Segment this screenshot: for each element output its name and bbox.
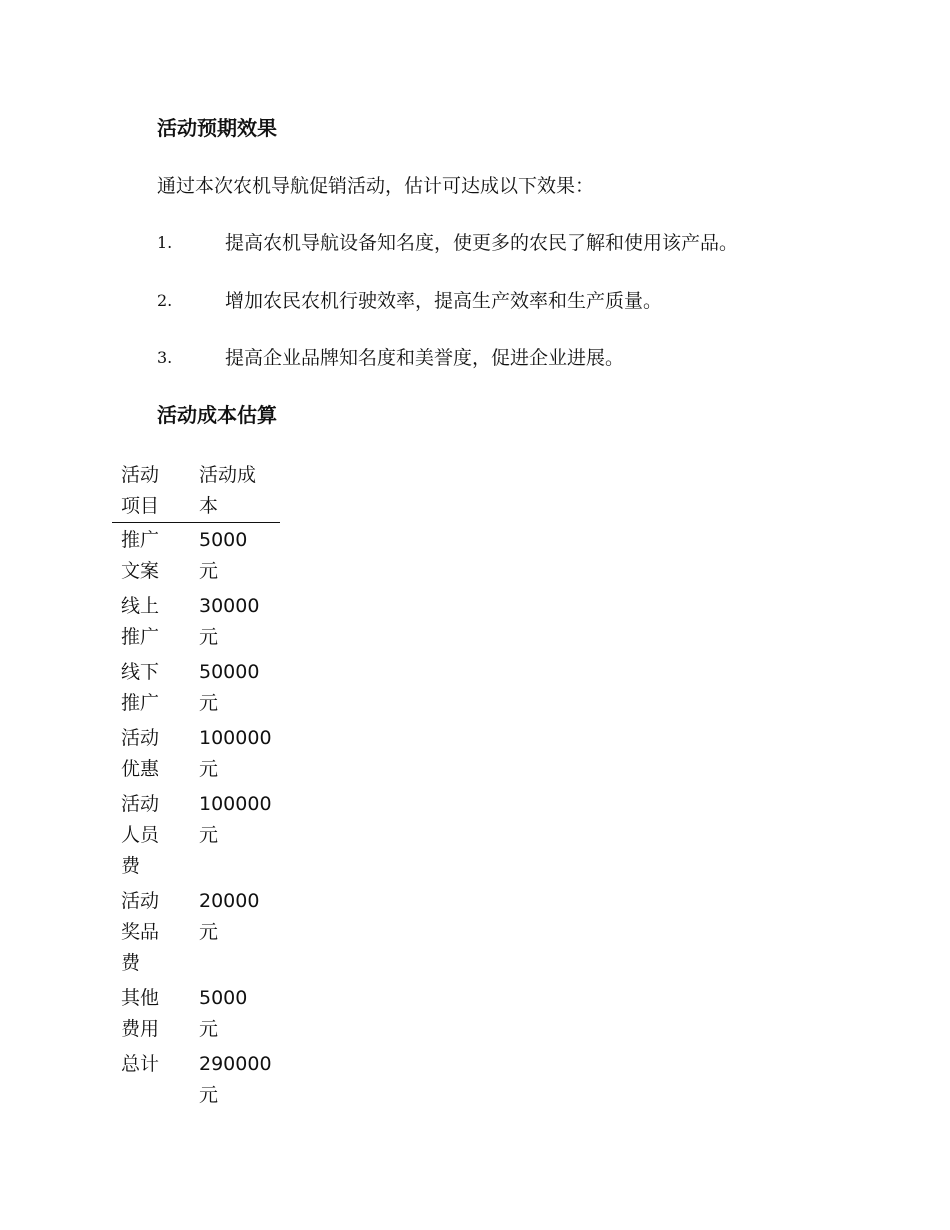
table-row [112, 884, 280, 981]
table-header-row [112, 458, 280, 523]
cell-item: 线下推广 [121, 661, 160, 714]
table-row [112, 589, 280, 655]
cell-cost: 290000 元 [199, 1053, 272, 1106]
cell-cost: 30000 元 [199, 595, 260, 648]
cell-item: 活动奖品费 [121, 890, 160, 974]
table-row [112, 523, 280, 590]
list-number: 2. [157, 291, 173, 310]
table-row [112, 787, 280, 884]
cell-cost: 50000 元 [199, 661, 260, 714]
list-item [157, 229, 917, 257]
list-item [157, 344, 917, 372]
cost-table [112, 458, 280, 1113]
table-row-total [112, 1047, 280, 1113]
list-text: 增加农民农机行驶效率，提高生产效率和生产质量。 [225, 290, 663, 312]
cell-cost: 100000 元 [199, 727, 272, 780]
list-text: 提高企业品牌知名度和美誉度，促进企业进展。 [225, 347, 625, 369]
section-heading-expected-effects: 活动预期效果 [157, 116, 277, 140]
table-row [112, 721, 280, 787]
cell-cost: 5000 元 [199, 529, 248, 582]
cell-item: 总计 [121, 1053, 160, 1075]
cell-item: 活动优惠 [121, 727, 160, 780]
list-item [157, 287, 917, 315]
cell-cost: 20000 元 [199, 890, 260, 943]
list-number: 3. [157, 348, 173, 367]
cell-cost: 5000 元 [199, 987, 248, 1040]
table-row [112, 655, 280, 721]
column-header-cost: 活动成本 [190, 458, 280, 523]
cell-cost: 100000 元 [199, 793, 272, 846]
section-heading-cost-estimate: 活动成本估算 [157, 403, 277, 427]
column-header-item: 活动项目 [112, 458, 190, 523]
intro-paragraph: 通过本次农机导航促销活动，估计可达成以下效果： [157, 175, 595, 197]
list-text: 提高农机导航设备知名度，使更多的农民了解和使用该产品。 [225, 232, 739, 254]
cell-item: 活动人员费 [121, 793, 160, 877]
list-number: 1. [157, 233, 173, 252]
cell-item: 线上推广 [121, 595, 160, 648]
cell-item: 其他费用 [121, 987, 160, 1040]
table-row [112, 981, 280, 1047]
cell-item: 推广文案 [121, 529, 160, 582]
